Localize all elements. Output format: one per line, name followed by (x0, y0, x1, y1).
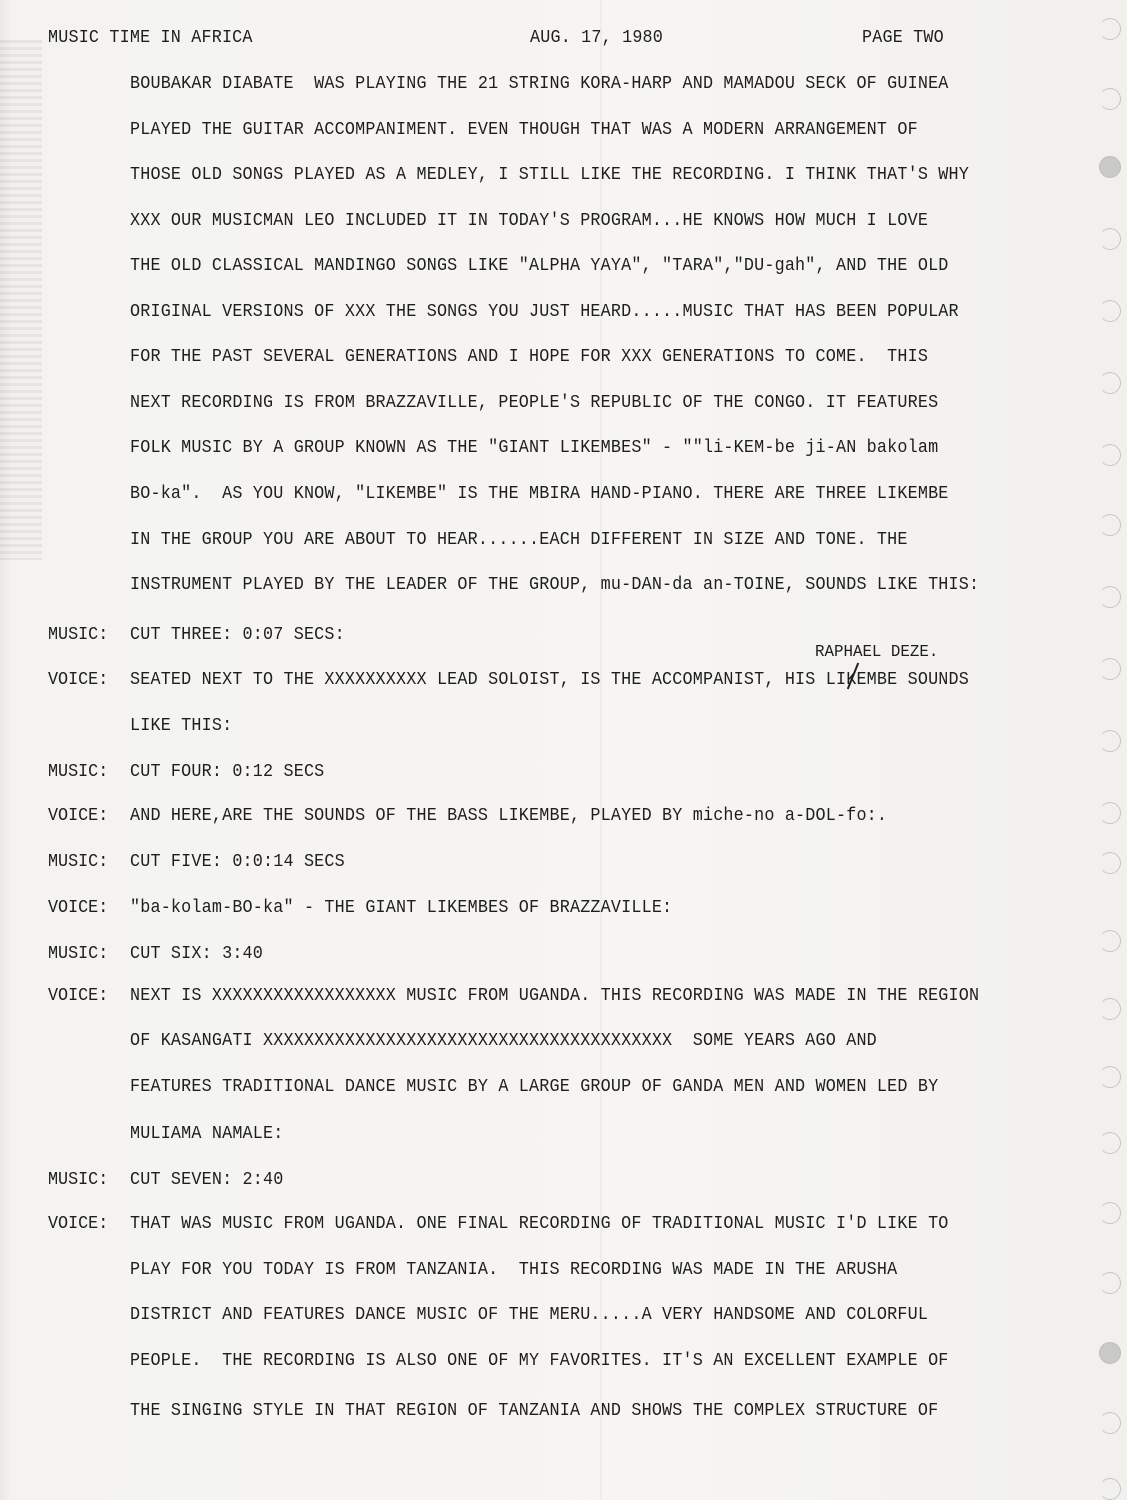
binder-hole-icon (1099, 1342, 1121, 1364)
speaker-label-voice: VOICE: (48, 986, 109, 1006)
voice-line: MULIAMA NAMALE: (130, 1124, 284, 1144)
header-title: MUSIC TIME IN AFRICA (48, 28, 253, 48)
binder-hole-icon (1099, 730, 1121, 752)
cue-line: CUT SEVEN: 2:40 (130, 1170, 284, 1190)
header-date: AUG. 17, 1980 (530, 28, 664, 48)
paragraph-line: FOLK MUSIC BY A GROUP KNOWN AS THE "GIANT LIKEMBES" - ""li-KEM-be ji-AN bakolam (130, 438, 939, 458)
scan-edge-shadow (0, 40, 42, 560)
speaker-label-voice: VOICE: (48, 806, 109, 826)
binder-hole-icon (1099, 88, 1121, 110)
binder-hole-icon (1099, 586, 1121, 608)
binder-hole-icon (1099, 852, 1121, 874)
binder-hole-icon (1099, 444, 1121, 466)
paragraph-line: NEXT RECORDING IS FROM BRAZZAVILLE, PEOPLE'S REPUBLIC OF THE CONGO. IT FEATURES (130, 393, 939, 413)
binder-hole-icon (1099, 228, 1121, 250)
binder-hole-icon (1099, 1066, 1121, 1088)
paragraph-line: INSTRUMENT PLAYED BY THE LEADER OF THE GROUP, mu-DAN-da an-TOINE, SOUNDS LIKE THIS: (130, 575, 980, 595)
binder-hole-icon (1099, 156, 1121, 178)
speaker-label-voice: VOICE: (48, 898, 109, 918)
paragraph-line: BO-ka". AS YOU KNOW, "LIKEMBE" IS THE MBIRA HAND-PIANO. THERE ARE THREE LIKEMBE (130, 484, 949, 504)
voice-line: DISTRICT AND FEATURES DANCE MUSIC OF THE MERU.....A VERY HANDSOME AND COLORFUL (130, 1305, 929, 1325)
paragraph-line: IN THE GROUP YOU ARE ABOUT TO HEAR......EACH DIFFERENT IN SIZE AND TONE. THE (130, 530, 908, 550)
speaker-label-voice: VOICE: (48, 670, 109, 690)
binder-hole-icon (1099, 1132, 1121, 1154)
speaker-label-music: MUSIC: (48, 944, 109, 964)
binder-hole-icon (1099, 300, 1121, 322)
paragraph-line: XXX OUR MUSICMAN LEO INCLUDED IT IN TODAY'S PROGRAM...HE KNOWS HOW MUCH I LOVE (130, 211, 929, 231)
paragraph-line: ORIGINAL VERSIONS OF XXX THE SONGS YOU JUST HEARD.....MUSIC THAT HAS BEEN POPULAR (130, 302, 959, 322)
paragraph-line: PLAYED THE GUITAR ACCOMPANIMENT. EVEN THOUGH THAT WAS A MODERN ARRANGEMENT OF (130, 120, 918, 140)
speaker-label-voice: VOICE: (48, 1214, 109, 1234)
voice-line: OF KASANGATI XXXXXXXXXXXXXXXXXXXXXXXXXXXXXXXXXXXXXXXX SOME YEARS AGO AND (130, 1031, 877, 1051)
paragraph-line: FOR THE PAST SEVERAL GENERATIONS AND I HOPE FOR XXX GENERATIONS TO COME. THIS (130, 347, 929, 367)
voice-line: THAT WAS MUSIC FROM UGANDA. ONE FINAL RECORDING OF TRADITIONAL MUSIC I'D LIKE TO (130, 1214, 949, 1234)
cue-line: CUT SIX: 3:40 (130, 944, 264, 964)
voice-line: LIKE THIS: (130, 716, 233, 736)
speaker-label-music: MUSIC: (48, 852, 109, 872)
voice-line: PLAY FOR YOU TODAY IS FROM TANZANIA. THIS RECORDING WAS MADE IN THE ARUSHA (130, 1260, 898, 1280)
binder-hole-icon (1099, 1412, 1121, 1434)
speaker-label-music: MUSIC: (48, 625, 109, 645)
binder-hole-icon (1099, 930, 1121, 952)
paragraph-line: THOSE OLD SONGS PLAYED AS A MEDLEY, I STILL LIKE THE RECORDING. I THINK THAT'S WHY (130, 165, 970, 185)
binder-hole-icon (1099, 998, 1121, 1020)
header-page: PAGE TWO (862, 28, 944, 48)
voice-line: "ba-kolam-BO-ka" - THE GIANT LIKEMBES OF BRAZZAVILLE: (130, 898, 673, 918)
binder-hole-icon (1099, 658, 1121, 680)
voice-line: THE SINGING STYLE IN THAT REGION OF TANZANIA AND SHOWS THE COMPLEX STRUCTURE OF (130, 1401, 939, 1421)
voice-line: NEXT IS XXXXXXXXXXXXXXXXXX MUSIC FROM UGANDA. THIS RECORDING WAS MADE IN THE REGION (130, 986, 980, 1006)
cue-line: CUT FIVE: 0:0:14 SECS (130, 852, 345, 872)
cue-line: CUT THREE: 0:07 SECS: (130, 625, 345, 645)
binder-hole-icon (1099, 1478, 1121, 1500)
voice-line: AND HERE,ARE THE SOUNDS OF THE BASS LIKEMBE, PLAYED BY miche-no a-DOL-fo:. (130, 806, 888, 826)
binder-hole-icon (1099, 1272, 1121, 1294)
cue-line: CUT FOUR: 0:12 SECS (130, 762, 325, 782)
binder-hole-icon (1099, 802, 1121, 824)
voice-line: PEOPLE. THE RECORDING IS ALSO ONE OF MY FAVORITES. IT'S AN EXCELLENT EXAMPLE OF (130, 1351, 949, 1371)
binder-hole-icon (1099, 1202, 1121, 1224)
binder-hole-icon (1099, 372, 1121, 394)
paragraph-line: THE OLD CLASSICAL MANDINGO SONGS LIKE "ALPHA YAYA", "TARA","DU-gah", AND THE OLD (130, 256, 949, 276)
binder-hole-icon (1099, 18, 1121, 40)
speaker-label-music: MUSIC: (48, 762, 109, 782)
paragraph-line: BOUBAKAR DIABATE WAS PLAYING THE 21 STRING KORA-HARP AND MAMADOU SECK OF GUINEA (130, 74, 949, 94)
speaker-label-music: MUSIC: (48, 1170, 109, 1190)
handwritten-insert: RAPHAEL DEZE. (815, 643, 939, 662)
voice-line: FEATURES TRADITIONAL DANCE MUSIC BY A LARGE GROUP OF GANDA MEN AND WOMEN LED BY (130, 1077, 939, 1097)
binder-hole-icon (1099, 514, 1121, 536)
voice-line: SEATED NEXT TO THE XXXXXXXXXX LEAD SOLOIST, IS THE ACCOMPANIST, HIS LIKEMBE SOUNDS (130, 670, 970, 690)
